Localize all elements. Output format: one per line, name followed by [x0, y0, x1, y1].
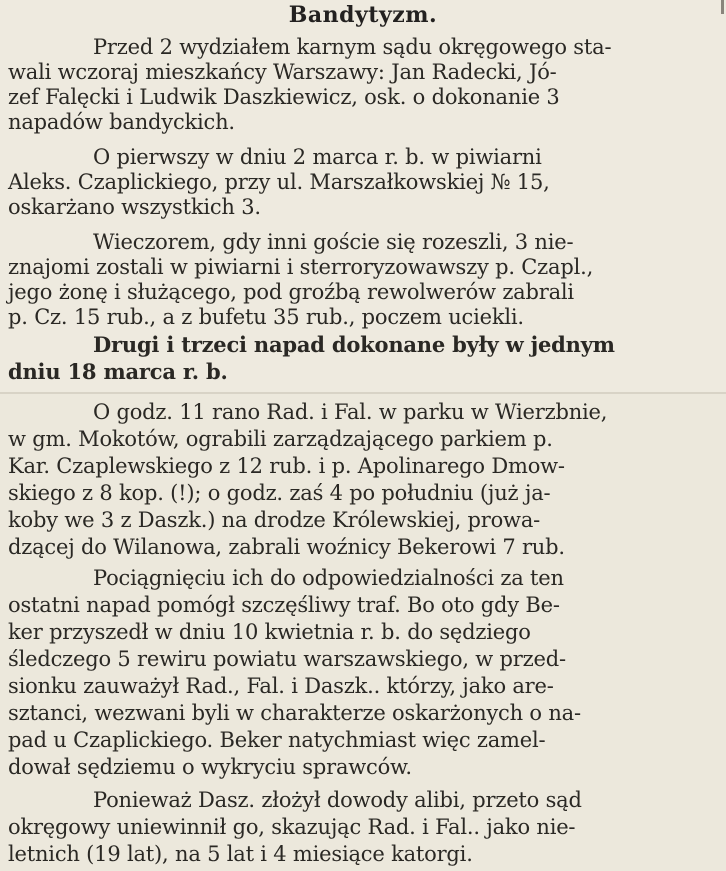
text-line: Aleks. Czaplickiego, przy ul. Marszałkowskiej № 15, — [8, 170, 550, 194]
paper-fold — [0, 392, 726, 394]
text-line: śledczego 5 rewiru powiatu warszawskiego, w przed- — [8, 647, 566, 671]
text-line: O pierwszy w dniu 2 marca r. b. w piwiarni — [93, 145, 542, 169]
text-line: napadów bandyckich. — [8, 110, 235, 134]
text-line: oskarżano wszystkich 3. — [8, 195, 261, 219]
text-line: okręgowy uniewinnił go, skazując Rad. i Fal.. jako nie- — [8, 815, 576, 839]
text-line: zef Falęcki i Ludwik Daszkiewicz, osk. o dokonanie 3 — [8, 85, 560, 109]
text-line: letnich (19 lat), na 5 lat i 4 miesiące katorgi. — [8, 842, 473, 866]
text-line: sionku zauważył Rad., Fal. i Daszk.. którzy, jako are- — [8, 674, 554, 698]
text-line: dniu 18 marca r. b. — [8, 359, 228, 384]
text-line: sztanci, wezwani byli w charakterze oskarżonych o na- — [8, 701, 581, 725]
text-line: w gm. Mokotów, ograbili zarządzającego parkiem p. — [8, 427, 553, 451]
text-line: ostatni napad pomógł szczęśliwy traf. Bo oto gdy Be- — [8, 593, 560, 617]
text-line: znajomi zostali w piwiarni i sterroryzowawszy p. Czapl., — [8, 255, 594, 279]
text-line: dował sędziemu o wykryciu sprawców. — [8, 755, 412, 779]
text-line: O godz. 11 rano Rad. i Fal. w parku w Wierzbnie, — [93, 400, 608, 424]
text-line: pad u Czaplickiego. Beker natychmiast więc zamel- — [8, 728, 546, 752]
text-line: Drugi i trzeci napad dokonane były w jednym — [93, 332, 615, 357]
text-line: koby we 3 z Daszk.) na drodze Królewskiej, prowa- — [8, 508, 541, 532]
text-line: Wieczorem, gdy inni goście się rozeszli, 3 nie- — [93, 230, 574, 254]
text-line: jego żonę i służącego, pod groźbą rewolwerów zabrali — [8, 280, 574, 304]
text-line: dzącej do Wilanowa, zabrali woźnicy Bekerowi 7 rub. — [8, 535, 565, 559]
text-line: Przed 2 wydziałem karnym sądu okręgowego sta- — [93, 35, 612, 59]
text-line: Pociągnięciu ich do odpowiedzialności za ten — [93, 566, 564, 590]
article-title: Bandytyzm. — [288, 2, 438, 28]
text-line: wali wczoraj mieszkańcy Warszawy: Jan Radecki, Jó- — [8, 60, 557, 84]
text-line: Ponieważ Dasz. złożył dowody alibi, przeto sąd — [93, 788, 582, 812]
text-line: ker przyszedł w dniu 10 kwietnia r. b. do sędziego — [8, 620, 531, 644]
text-line: p. Cz. 15 rub., a z bufetu 35 rub., poczem uciekli. — [8, 305, 524, 329]
text-line: Kar. Czaplewskiego z 12 rub. i p. Apolinarego Dmow- — [8, 454, 565, 478]
text-line: skiego z 8 kop. (!); o godz. zaś 4 po południu (już ja- — [8, 481, 551, 505]
